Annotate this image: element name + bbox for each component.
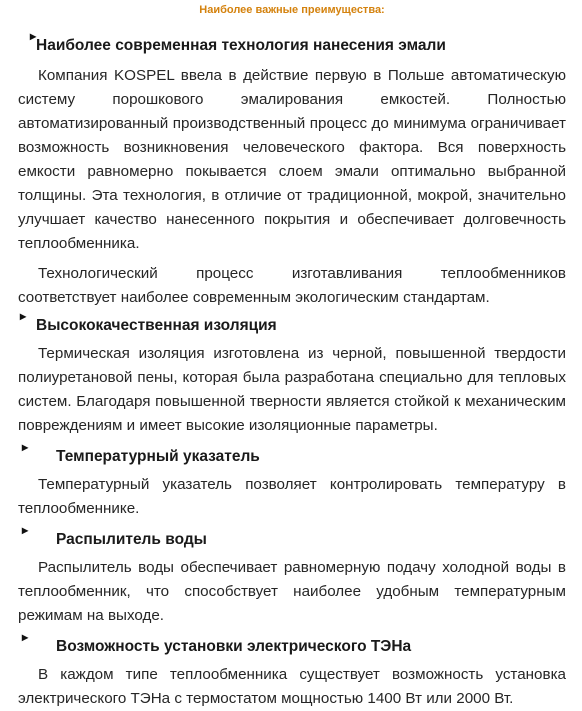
section-heading-text: Возможность установки электрического ТЭНа xyxy=(56,638,412,655)
paragraph: В каждом типе теплообменника существует возможность установка электрического ТЭНа с термостатом мощностью 1400 Вт или 2000 Вт. xyxy=(18,666,566,707)
paragraph: Температурный указатель позволяет контролировать температуру в теплообменнике. xyxy=(18,476,566,517)
paragraph: Компания KOSPEL ввела в действие первую в Польше автоматическую систему порошкового эмалирования емкостей. Полностью автоматизированный производственный процесс до минимума ограничивает возможность возникновения человеческого фактора. Вся поверхность емкости равномерно покывается слоем эмали оптимально выбранной толщины. Эта технология, в отличие от традиционной, мокрой, значительно улучшает качество нанесенного покрытия и обеспечивает долговечность теплообменника. xyxy=(18,67,566,252)
section-enamel-technology xyxy=(18,29,566,310)
section-insulation xyxy=(18,309,566,438)
advantages-title: Наиболее важные преимущества: xyxy=(199,4,385,16)
section-water-sprayer xyxy=(18,523,566,628)
section-heading-text: Наиболее современная технология нанесения эмали xyxy=(36,37,446,54)
section-heading xyxy=(18,523,566,551)
paragraph: Технологический процесс изготавливания теплообменников соответствует наиболее современным экологическим стандартам. xyxy=(18,265,566,306)
triangle-right-icon: ▸ xyxy=(22,630,29,644)
section-heading xyxy=(18,630,566,658)
section-heading-text: Распылитель воды xyxy=(56,531,207,548)
triangle-right-icon: ▸ xyxy=(22,523,29,537)
triangle-right-icon: ▸ xyxy=(30,29,37,43)
section-heading xyxy=(18,309,566,337)
paragraph: Распылитель воды обеспечивает равномерную подачу холодной воды в теплообменник, что способствует наиболее удобным температурным режимам на выходе. xyxy=(18,559,566,624)
section-heading xyxy=(18,440,566,468)
triangle-right-icon: ▸ xyxy=(20,309,27,323)
section-temperature-indicator xyxy=(18,440,566,521)
paragraph: Термическая изоляция изготовлена из черной, повышенной твердости полиуретановой пены, которая была разработана специально для тепловых систем. Благодаря повышенной тверности является стойкой к механическим повреждениям и имеет высокие изоляционные параметры. xyxy=(18,345,566,434)
section-heading xyxy=(18,29,566,57)
section-heading-text: Температурный указатель xyxy=(56,448,260,465)
section-heading-text: Высококачественная изоляция xyxy=(36,317,277,334)
triangle-right-icon: ▸ xyxy=(22,440,29,454)
